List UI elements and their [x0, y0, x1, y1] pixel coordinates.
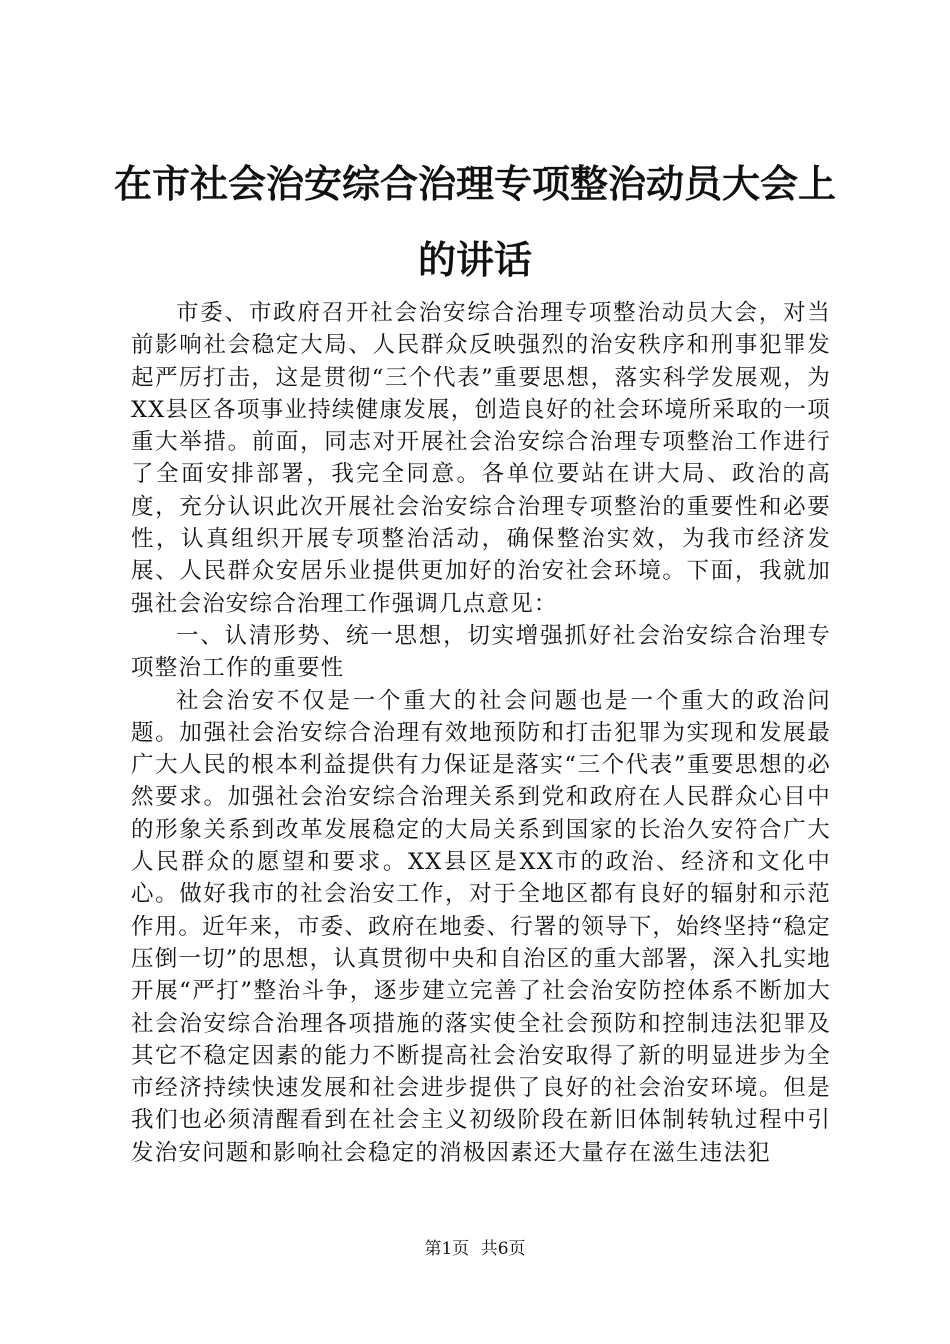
- document-body: [131, 297, 831, 1169]
- page-footer: [0, 1238, 950, 1260]
- paragraph-section-1: 社会治安不仅是一个重大的社会问题也是一个重大的政治问题。加强社会治安综合治理有效地预防和打击犯罪为实现和发展最广大人民的根本利益提供有力保证是落实“三个代表”重要思想的必然要求。加强社会治安综合治理关系到党和政府在人民群众心目中的形象关系到改革发展稳定的大局关系到国家的长治久安符合广大人民群众的愿望和要求。XX县区是XX市的政治、经济和文化中心。做好我市的社会治安工作，对于全地区都有良好的辐射和示范作用。近年来，市委、政府在地委、行署的领导下，始终坚持“稳定压倒一切”的思想，认真贯彻中央和自治区的重大部署，深入扎实地开展“严打”整治斗争，逐步建立完善了社会治安防控体系不断加大社会治安综合治理各项措施的落实使全社会预防和控制违法犯罪及其它不稳定因素的能力不断提高社会治安取得了新的明显进步为全市经济持续快速发展和社会进步提供了良好的社会治安环境。但是我们也必须清醒看到在社会主义初级阶段在新旧体制转轨过程中引发治安问题和影响社会稳定的消极因素还大量存在滋生违法犯: [131, 687, 832, 1166]
- section-heading-1: 一、认清形势、统一思想，切实增强抓好社会治安综合治理专项整治工作的重要性: [131, 622, 831, 682]
- page-total: 共6页: [480, 1239, 526, 1259]
- page-number: 第1页: [424, 1239, 470, 1259]
- document-title: 在市社会治安综合治理专项整治动员大会上的讲话: [113, 161, 836, 282]
- paragraph-intro: 市委、市政府召开社会治安综合治理专项整治动员大会，对当前影响社会稳定大局、人民群众反映强烈的治安秩序和刑事犯罪发起严厉打击，这是贯彻“三个代表”重要思想，落实科学发展观，为XX县区各项事业持续健康发展，创造良好的社会环境所采取的一项重大举措。前面，同志对开展社会治安综合治理专项整治工作进行了全面安排部署，我完全同意。各单位要站在讲大局、政治的高度，充分认识此次开展社会治安综合治理专项整治的重要性和必要性，认真组织开展专项整治活动，确保整治实效，为我市经济发展、人民群众安居乐业提供更加好的治安社会环境。下面，我就加强社会治安综合治理工作强调几点意见：: [131, 300, 831, 617]
